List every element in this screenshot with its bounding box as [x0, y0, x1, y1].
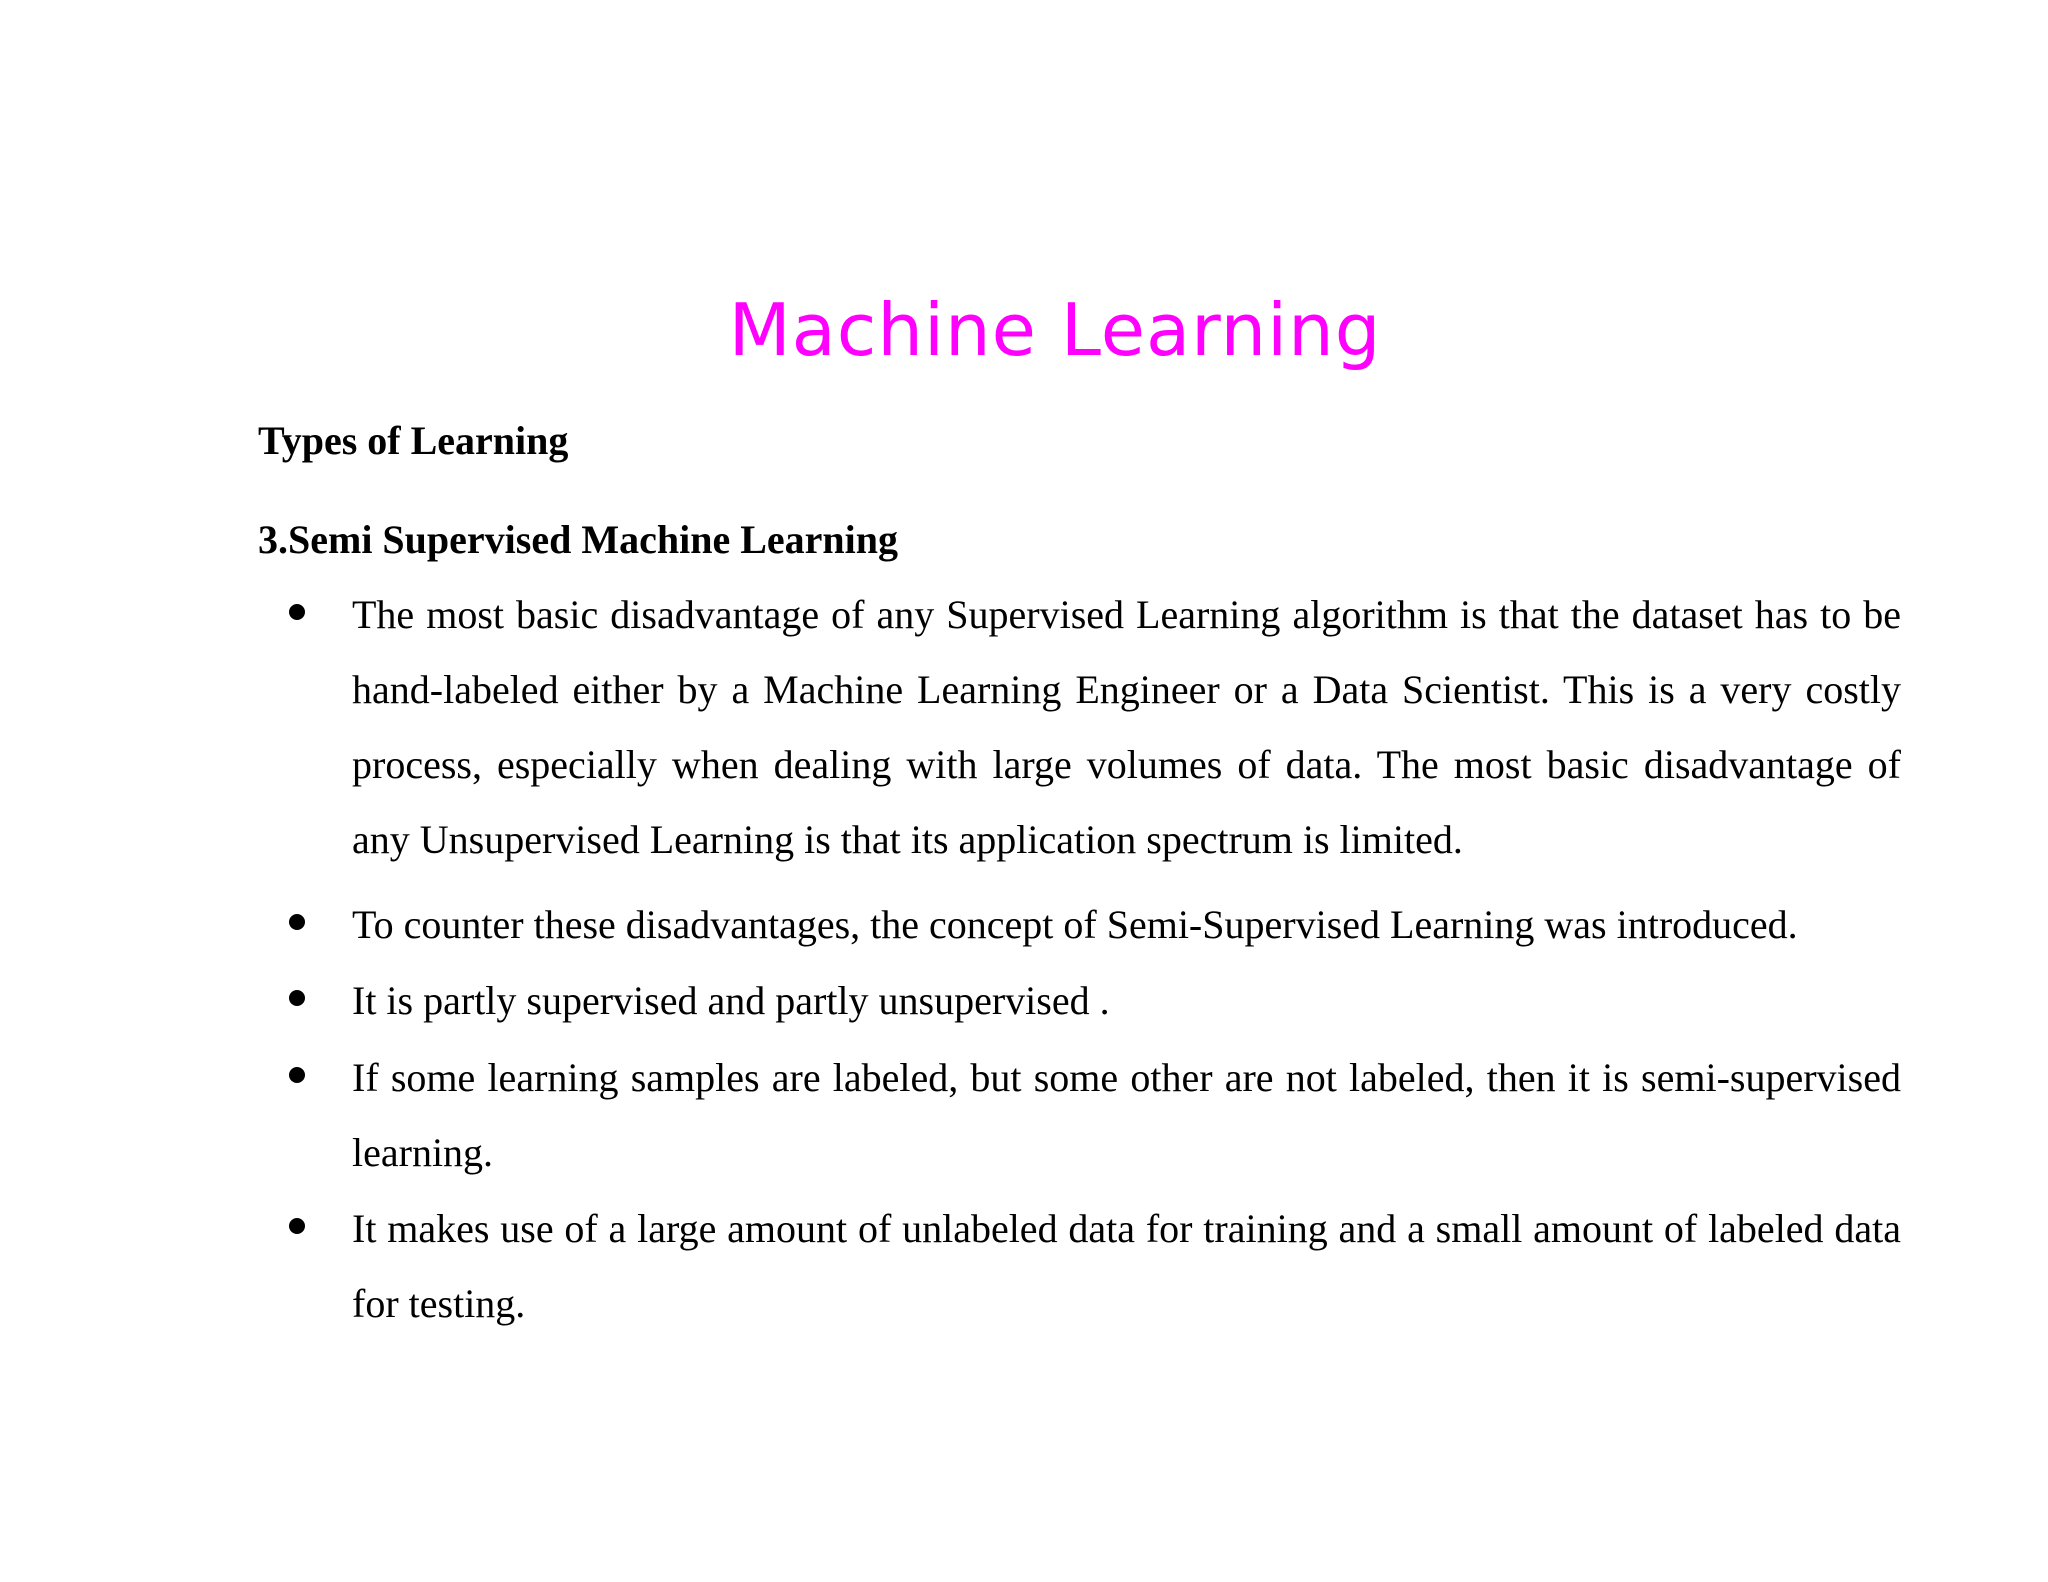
bullet-icon: [289, 1218, 305, 1234]
bullet-text: It is partly supervised and partly unsupervised .: [352, 978, 1110, 1023]
list-item: [0, 887, 2048, 962]
bullet-text: The most basic disadvantage of any Supervised Learning algorithm is that the dataset has to be hand-labeled either by a Machine Learning Engineer or a Data Scientist. This is a very costly process, especially when dealing with large volumes of data. The most basic disadvantage of any Unsupervised Learning is that its application spectrum is limited.: [352, 592, 1901, 862]
bullet-text: It makes use of a large amount of unlabeled data for training and a small amount of labeled data for testing.: [352, 1206, 1901, 1326]
bullet-icon: [289, 990, 305, 1006]
bullet-icon: [289, 914, 305, 930]
list-item: [0, 963, 2048, 1038]
section-heading-semi-supervised: 3.Semi Supervised Machine Learning: [258, 517, 899, 562]
list-item: [0, 1040, 2048, 1190]
list-item: [0, 577, 2048, 877]
section-heading-types: Types of Learning: [258, 418, 569, 463]
bullet-icon: [289, 1067, 305, 1083]
page-title: Machine Learning: [728, 288, 1382, 372]
list-item: [0, 1191, 2048, 1341]
bullet-list: [0, 577, 2048, 1341]
bullet-text: To counter these disadvantages, the concept of Semi-Supervised Learning was introduced.: [352, 902, 1798, 947]
bullet-text: If some learning samples are labeled, but some other are not labeled, then it is semi-supervised learning.: [352, 1055, 1901, 1175]
bullet-icon: [289, 604, 305, 620]
